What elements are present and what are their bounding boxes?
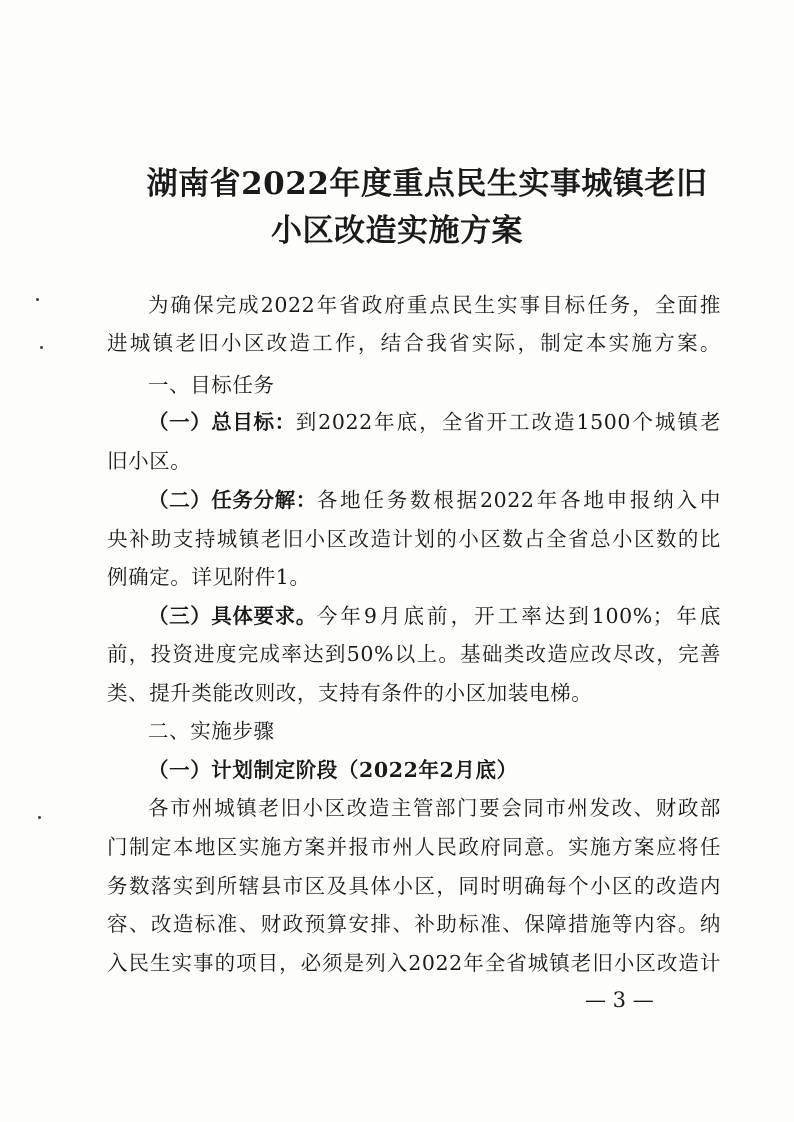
page-number: — 3 —: [585, 988, 654, 1012]
body-paragraph-line: 各市州城镇老旧小区改造主管部门要会同市州发改、财政部: [148, 796, 721, 820]
body-paragraph-line: 容、改造标准、财政预算安排、补助标准、保障措施等内容。纳: [107, 912, 721, 936]
body-paragraph-line: 入民生实事的项目，必须是列入2022年全省城镇老旧小区改造计: [107, 951, 721, 975]
scan-speck: [40, 346, 43, 349]
item-1: [148, 405, 721, 435]
item-2-text-continued: 央补助支持城镇老旧小区改造计划的小区数占全省总小区数的比: [107, 527, 721, 551]
document-title-line-2: 小区改造实施方案: [271, 213, 523, 249]
body-paragraph-line: 门制定本地区实施方案并报市州人民政府同意。实施方案应将任: [107, 835, 721, 859]
intro-paragraph-line: 进城镇老旧小区改造工作，结合我省实际，制定本实施方案。: [107, 331, 721, 355]
item-1-text: 到2022年底，全省开工改造1500个城镇老: [295, 410, 721, 434]
body-paragraph-line: 务数落实到所辖县市区及具体小区，同时明确每个小区的改造内: [107, 874, 721, 898]
section-heading: 二、实施步骤: [148, 719, 275, 743]
subsection-heading: （一）计划制定阶段（2022年2月底）: [148, 758, 518, 782]
document-title-line-1: 湖南省2022年度重点民生实事城镇老旧: [146, 166, 708, 202]
item-2-label: （二）任务分解：: [148, 488, 317, 512]
scan-speck: [38, 816, 41, 819]
item-1-label: （一）总目标：: [148, 410, 296, 434]
intro-paragraph-line: 为确保完成2022年省政府重点民生实事目标任务，全面推: [148, 293, 721, 317]
item-3: [148, 599, 721, 629]
item-3-text-continued: 前，投资进度完成率达到50%以上。基础类改造应改尽改，完善: [107, 642, 721, 666]
item-1-text-continued: 旧小区。: [107, 449, 192, 473]
item-3-text: 今年9月底前，开工率达到100%；年底: [316, 604, 721, 628]
item-2-text-continued: 例确定。详见附件1。: [107, 565, 311, 589]
item-3-label: （三）具体要求。: [148, 604, 317, 628]
section-heading: 一、目标任务: [148, 373, 275, 397]
item-2: [148, 483, 721, 513]
scan-speck: [36, 298, 39, 301]
item-3-text-continued: 类、提升类能改则改，支持有条件的小区加装电梯。: [107, 681, 593, 705]
item-2-text: 各地任务数根据2022年各地申报纳入中: [316, 488, 721, 512]
